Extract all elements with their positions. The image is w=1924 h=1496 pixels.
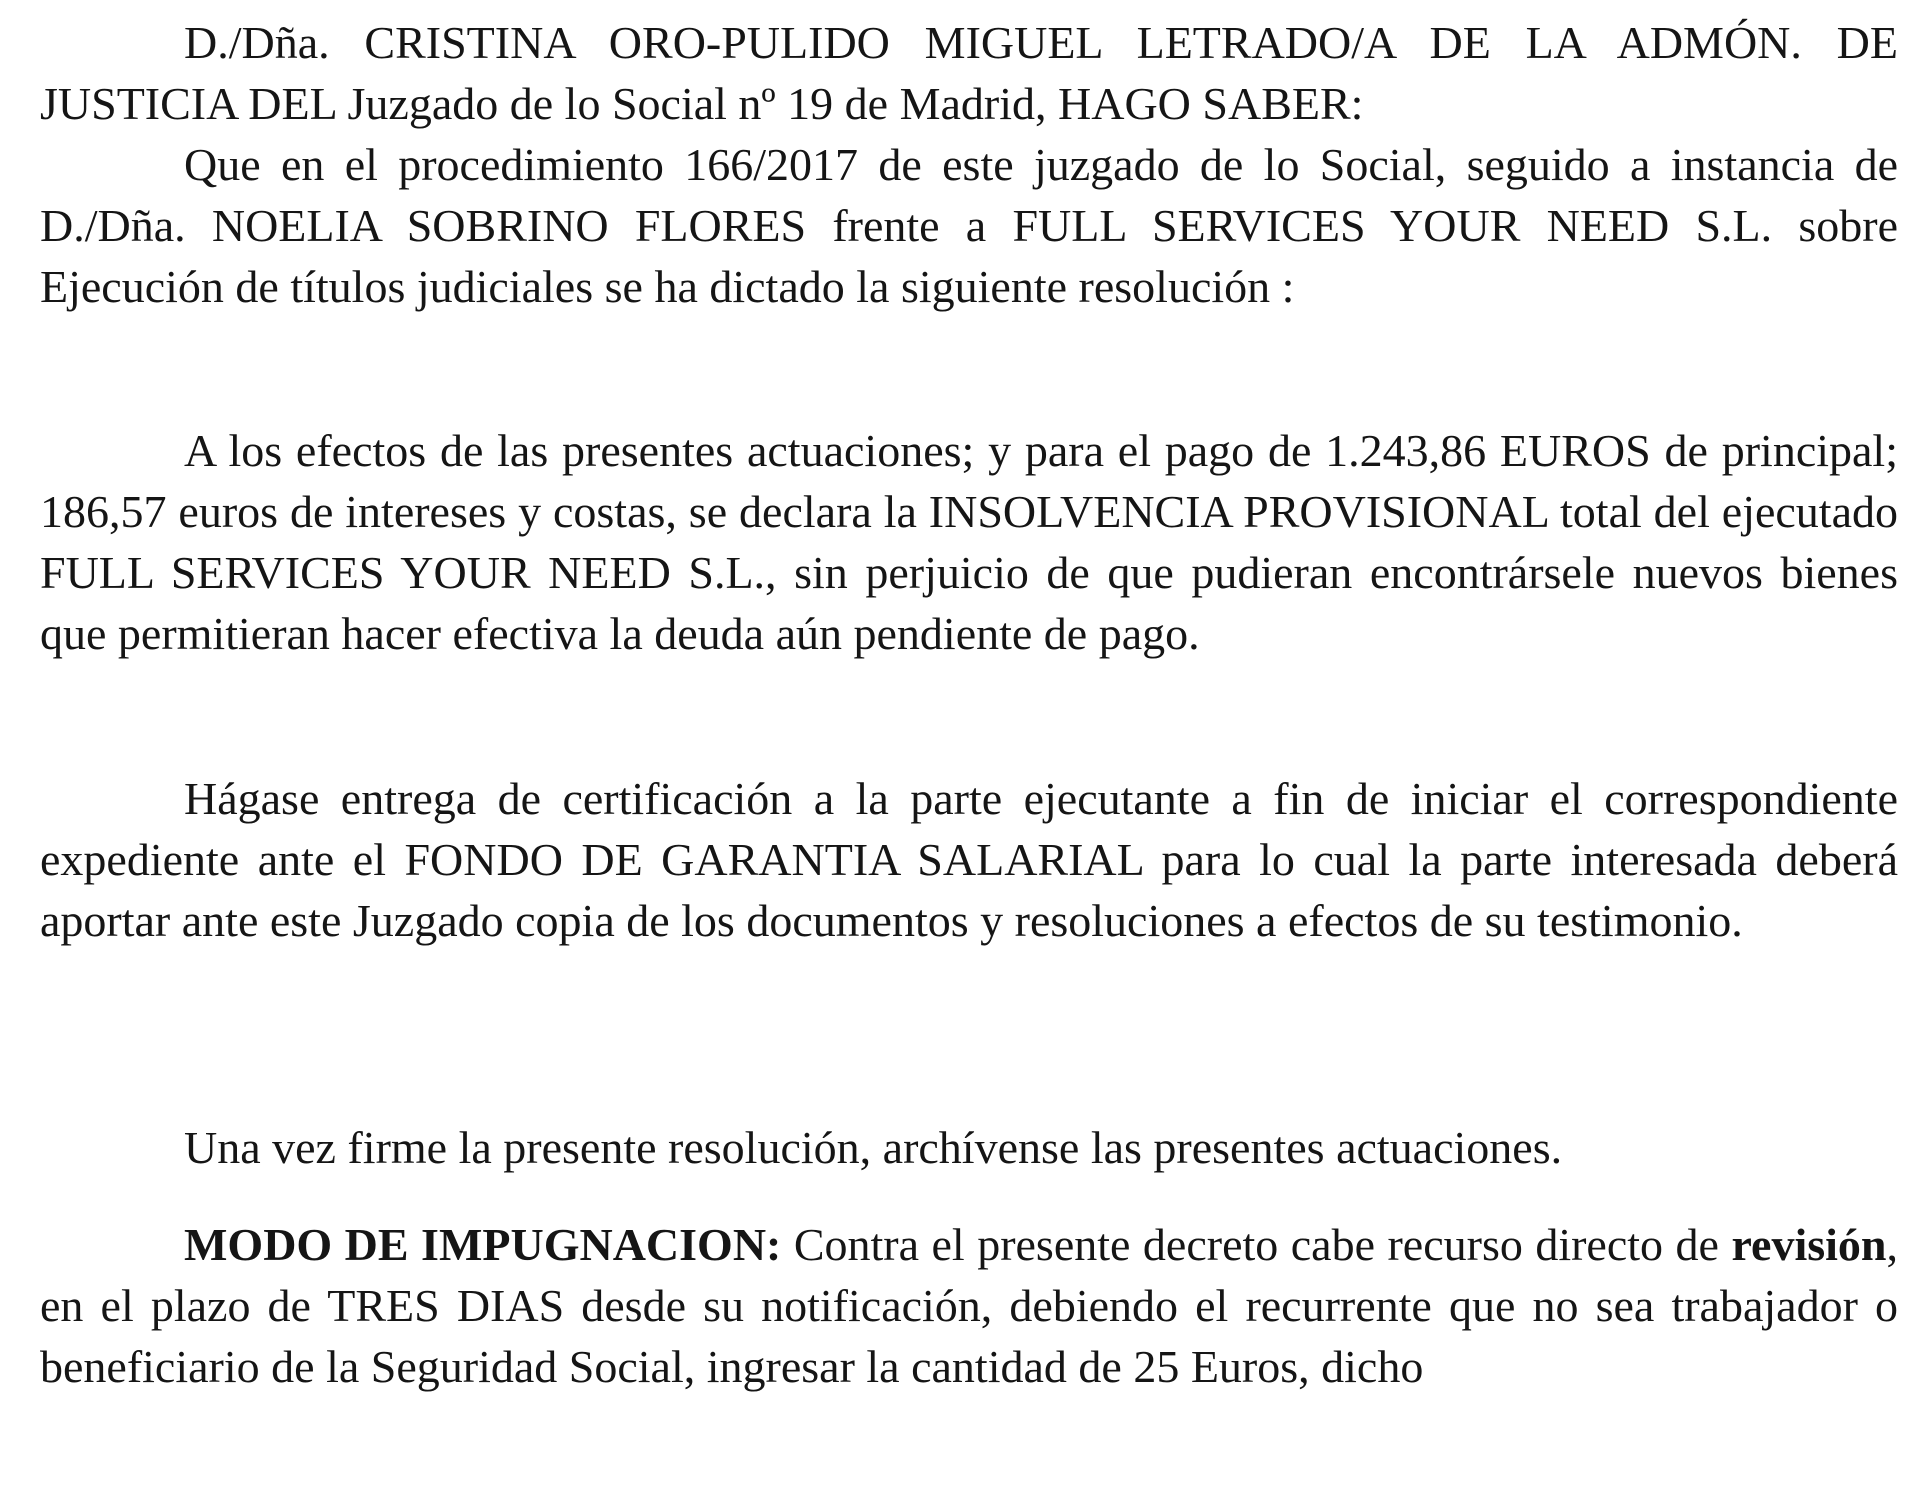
paragraph-procedure: Que en el procedimiento 166/2017 de este juzgado de lo Social, seguido a instancia de D./Dña. NOELIA SOBRINO FLORES frente a FULL SERVICES YOUR NEED S.L. sobre Ejecución de títulos judiciales se ha dictado la siguiente resolución : bbox=[40, 139, 1898, 312]
paragraph-header: D./Dña. CRISTINA ORO-PULIDO MIGUEL LETRADO/A DE LA ADMÓN. DE JUSTICIA DEL Juzgado de lo Social nº 19 de Madrid, HAGO SABER: bbox=[40, 17, 1898, 129]
paragraph-spacer bbox=[40, 317, 1898, 420]
impugnacion-bold-word: revisión bbox=[1731, 1219, 1887, 1270]
paragraph-insolvency: A los efectos de las presentes actuaciones; y para el pago de 1.243,86 EUROS de principal; 186,57 euros de intereses y costas, se declara la INSOLVENCIA PROVISIONAL total del ejecutado FULL SERVICES YOUR NEED S.L., sin perjuicio de que pudieran encontrársele nuevos bienes que permitieran hacer efectiva la deuda aún pendiente de pago. bbox=[40, 425, 1898, 659]
paragraph-archive: Una vez firme la presente resolución, archívense las presentes actuaciones. bbox=[184, 1122, 1563, 1173]
paragraph-spacer bbox=[40, 1178, 1898, 1214]
paragraph-spacer bbox=[40, 664, 1898, 768]
impugnacion-heading: MODO DE IMPUGNACION: bbox=[184, 1219, 782, 1270]
paragraph-spacer bbox=[40, 951, 1898, 1117]
impugnacion-text-a: Contra el presente decreto cabe recurso directo de bbox=[781, 1219, 1732, 1270]
paragraph-fogasa: Hágase entrega de certificación a la parte ejecutante a fin de iniciar el correspondiente expediente ante el FONDO DE GARANTIA SALARIAL para lo cual la parte interesada deberá aportar ante este Juzgado copia de los documentos y resoluciones a efectos de su testimonio. bbox=[40, 773, 1898, 946]
document-page bbox=[40, 12, 1898, 1397]
impugnacion-text-b: , en el plazo de TRES DIAS desde su notificación, debiendo el recurrente que no sea trabajador o beneficiario de la Seguridad Social, ingresar la cantidad de 25 Euros, dicho bbox=[40, 1219, 1898, 1392]
paragraph-impugnacion bbox=[40, 1214, 1898, 1397]
